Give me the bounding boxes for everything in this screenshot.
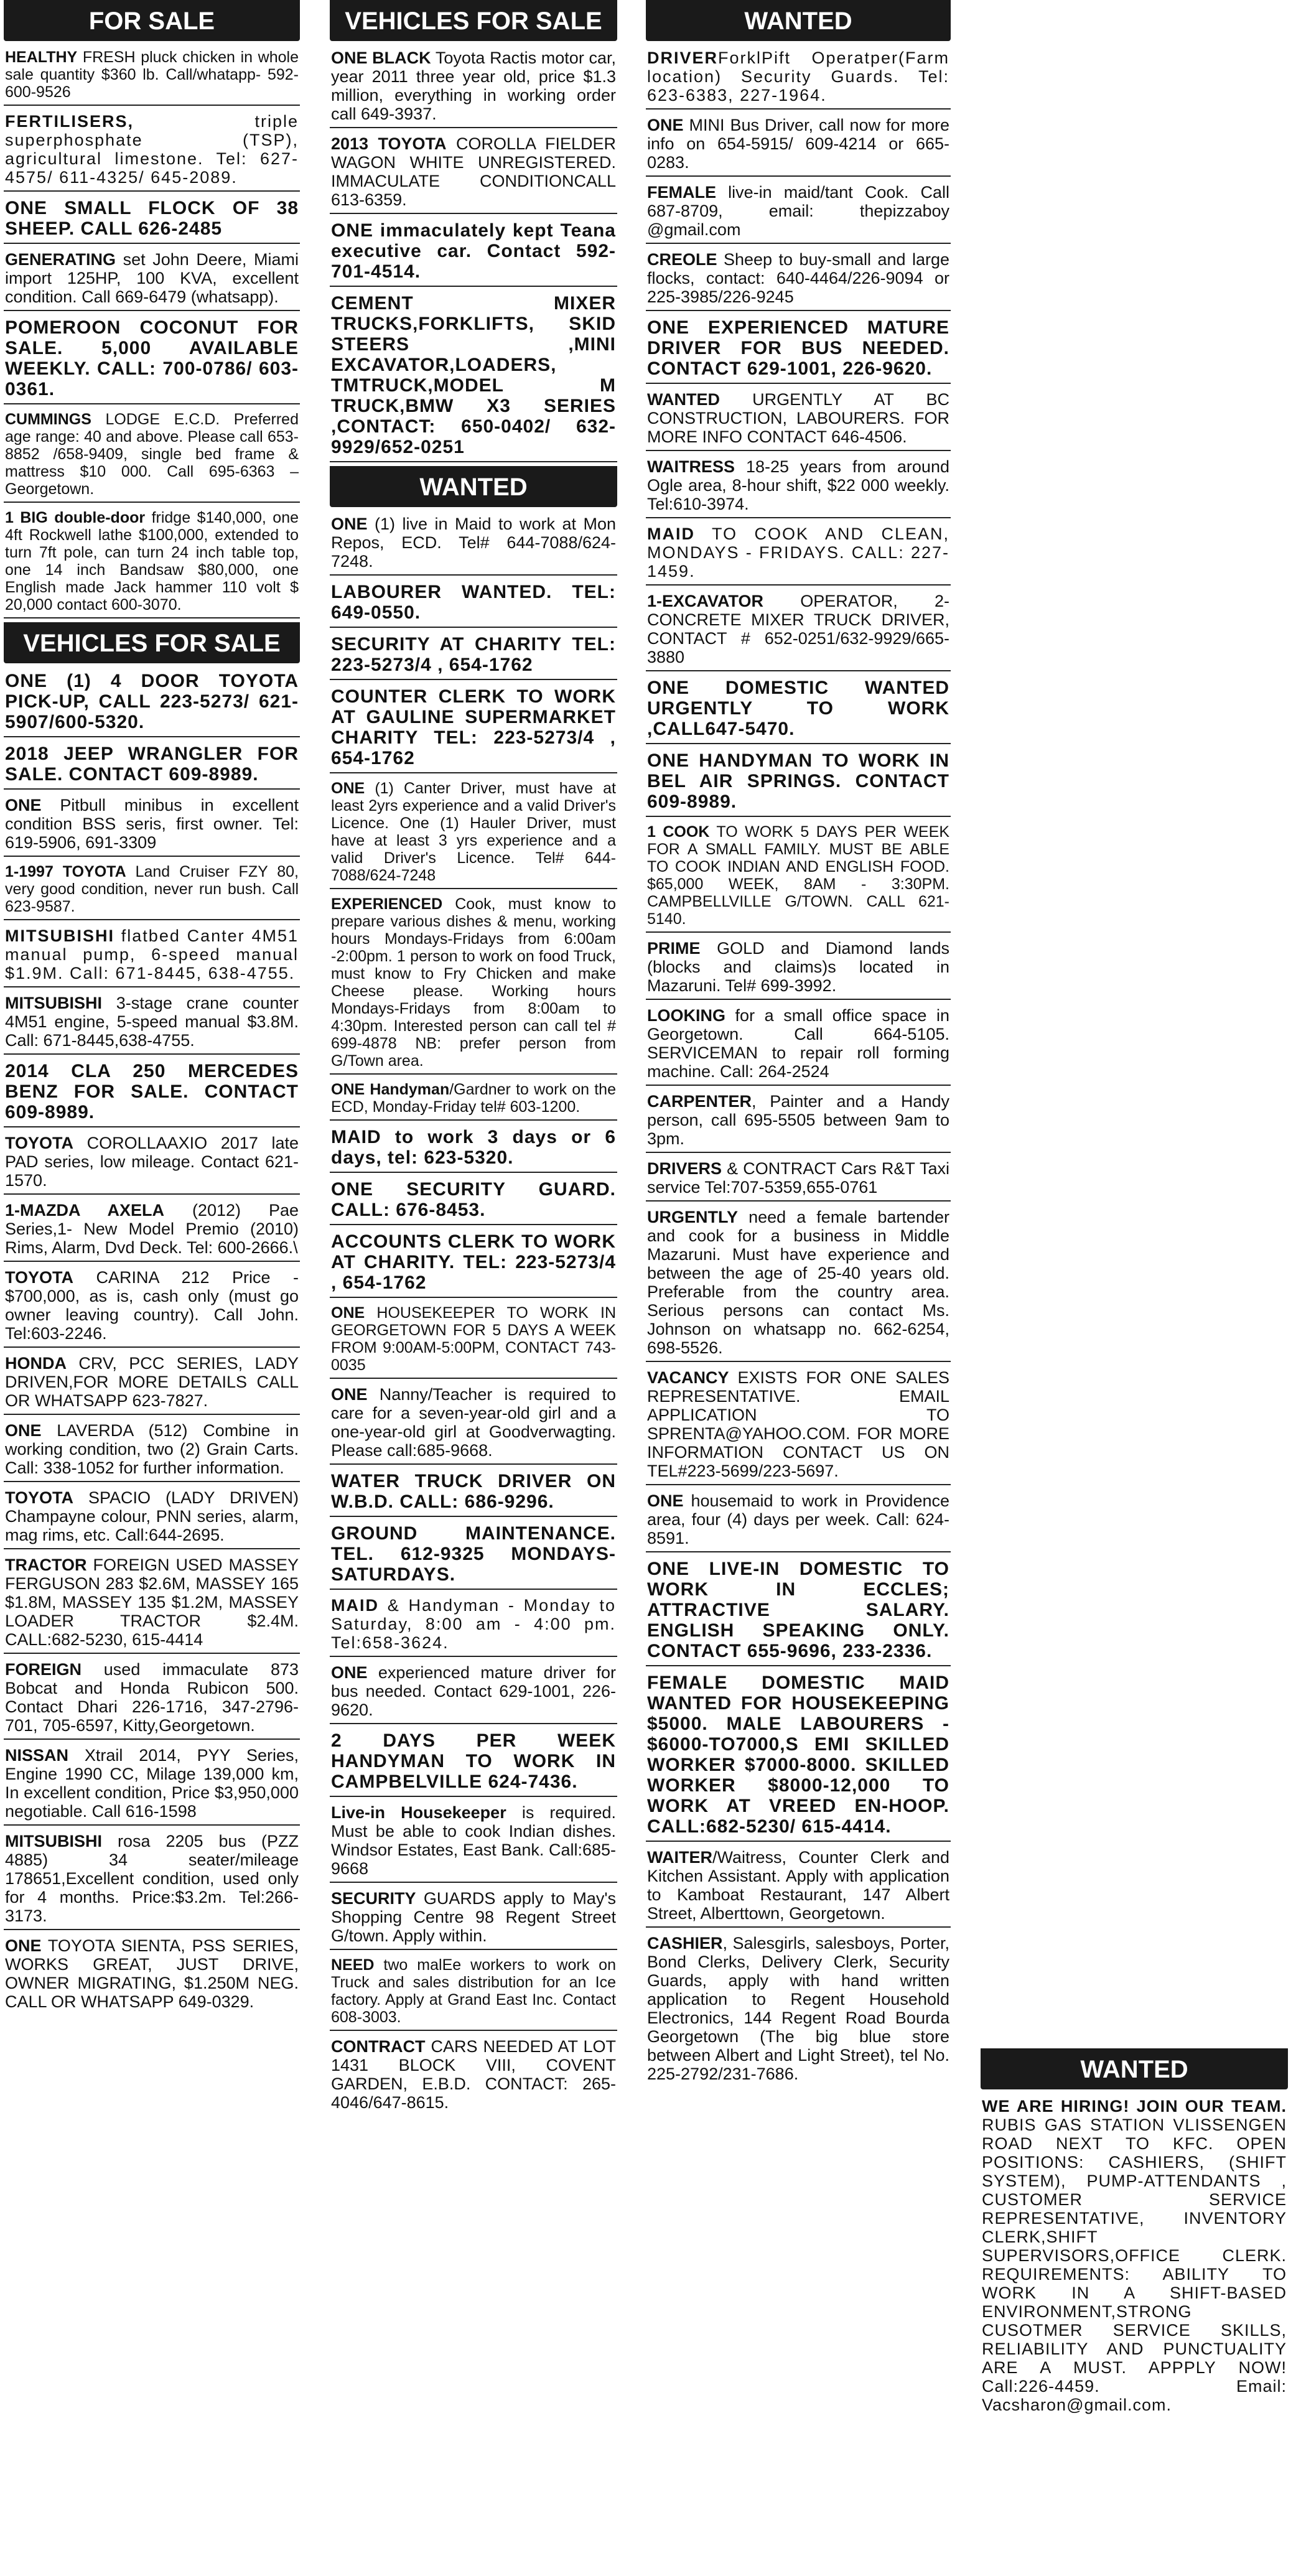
classified-ad (646, 315, 951, 384)
classified-ad (330, 1302, 617, 1379)
ad-lead: ONE (331, 1663, 368, 1682)
section-header-vehicles: VEHICLES FOR SALE (4, 622, 300, 663)
ad-lead: GROUND MAINTENANCE. TEL. 612-9325 MONDAYS-SATURDAYS. (331, 1523, 616, 1585)
ad-lead: FEMALE (647, 183, 716, 202)
ad-text: flatbed Canter 4M51 manual pump, 6-speed manual $1.9M. Call: 671-8445, 638-4755. (5, 926, 299, 982)
ad-text: , Salesgirls, salesboys, Porter, Bond Clerks, Delivery Clerk, Security Guards, apply with hand written application to Regent Household Electronics, 144 Regent Road Bourda Georgetown (The big blue store between Albert and Light Street), tel No. 225-2792/231-7686. (647, 1934, 949, 2083)
ad-lead: DRIVERS (647, 1159, 722, 1178)
section-header-wanted: WANTED (981, 2048, 1288, 2089)
ad-text: fridge $140,000, one 4ft Rockwell lathe $100,000, extended to turn 7ft pole, can turn 24 inch table top, one 14 inch Bandsaw $80,000, one English made Jack hammer 110 volt $ 20,000 contact 600-3070. (5, 509, 299, 614)
ad-text: (1) Canter Driver, must have at least 2yrs experience and a valid Driver's Licence. One (1) Hauler Driver, must have at least 3 yrs experience and a valid Driver's Licence. Tel# 644-7088/624-7248 (331, 780, 616, 884)
ad-lead: WAITER (647, 1848, 712, 1867)
ad-text: used immaculate 873 Bobcat and Honda Rubicon 500. Contact Dhari 226-1716, 347-2796-701, 705-6597, Kitty,Georgetown. (5, 1660, 299, 1735)
ad-lead: ONE (1) 4 DOOR TOYOTA PICK-UP, CALL 223-5273/ 621-5907/600-5320. (5, 671, 299, 732)
ad-lead: FERTILISERS, (5, 112, 134, 131)
classified-ad (4, 1351, 300, 1415)
ad-lead: 2 DAYS PER WEEK HANDYMAN TO WORK IN CAMPBELVILLE 624-7436. (331, 1730, 616, 1792)
ad-text: Pitbull minibus in excellent condition BSS seris, first owner. Tel: 619-5906, 691-3309 (5, 796, 299, 852)
ad-lead: TOYOTA (5, 1488, 74, 1507)
ad-lead: 2018 JEEP WRANGLER FOR SALE. CONTACT 609-8989. (5, 744, 299, 785)
ad-text: is required. Must be able to cook Indian dishes. Windsor Estates, East Bank. Call:685-9668 (331, 1803, 616, 1878)
classified-ad (646, 675, 951, 744)
ad-lead: SECURITY (331, 1889, 416, 1908)
ads-list (330, 512, 617, 2116)
classified-ad (646, 113, 951, 177)
section-header-vehicles: VEHICLES FOR SALE (330, 0, 617, 41)
ad-lead: ACCOUNTS CLERK TO WORK AT CHARITY. TEL: 223-5273/4 , 654-1762 (331, 1231, 616, 1293)
ad-text: Cook, must know to prepare various dishes & menu, working hours Mondays-Fridays from 6:00am -2:00pm. 1 person to work on food Truck, must know to Fry Chicken and make Cheese please. Working hours Mondays-Fridays from 8:00am to 4:30pm. Interested person can call tel # 699-4878 NB: prefer person from G/Town area. (331, 895, 616, 1070)
classified-ad (330, 132, 617, 214)
classified-ad (330, 46, 617, 128)
classified-ad (330, 1801, 617, 1883)
classified-ad (646, 1489, 951, 1552)
ad-text: Land Cruiser FZY 80, very good condition, never run bush. Call 623-9587. (5, 863, 299, 915)
ad-lead: CUMMINGS (5, 411, 91, 428)
ad-lead: MAID to work 3 days or 6 days, tel: 623-5320. (331, 1127, 616, 1168)
classified-ad (646, 388, 951, 451)
classified-ad (330, 1078, 617, 1121)
ad-text: /Gardner to work on the ECD, Monday-Friday tel# 603-1200. (331, 1081, 616, 1116)
ad-text: FRESH pluck chicken in whole sale quantity $360 lb. Call/whatapp- 592-600-9526 (5, 49, 299, 101)
ad-text: , Painter and a Handy person, call 695-5505 between 9am to 3pm. (647, 1092, 949, 1148)
classified-ad (330, 684, 617, 773)
ad-text: 3-stage crane counter 4M51 engine, 5-speed manual $3.8M. Call: 671-8445,638-4755. (5, 994, 299, 1050)
ad-lead: 1-EXCAVATOR (647, 592, 764, 610)
ad-text: COROLLAAXIO 2017 late PAD series, low mileage. Contact 621-1570. (5, 1134, 299, 1190)
ad-text: housemaid to work in Providence area, four (4) days per week. Call: 624-8591. (647, 1491, 949, 1547)
classified-ad (330, 512, 617, 576)
classified-ad (330, 1521, 617, 1590)
classified-ad (646, 821, 951, 933)
ad-lead: ONE (5, 1936, 42, 1955)
ad-text: Nanny/Teacher is required to care for a seven-year-old girl and a one-year-old girl at Goodverwagting. Please call:685-9668. (331, 1385, 616, 1460)
ad-text: FOREIGN USED MASSEY FERGUSON 283 $2.6M, MASSEY 165 $1.8M, MASSEY 135 $1.2M, MASSEY LOADER TRACTOR $2.4M. CALL:682-5230, 615-4414 (5, 1556, 299, 1649)
classified-ad (646, 1931, 951, 2087)
ad-lead: ONE DOMESTIC WANTED URGENTLY TO WORK ,CALL647-5470. (647, 678, 949, 739)
classified-ad (330, 777, 617, 889)
ad-lead: ONE SMALL FLOCK OF 38 SHEEP. CALL 626-2485 (5, 198, 299, 239)
ad-text: experienced mature driver for bus needed. Contact 629-1001, 226-9620. (331, 1663, 616, 1719)
classified-ad (4, 1486, 300, 1549)
ad-text: GUARDS apply to May's Shopping Centre 98 Regent Street G/town. Apply within. (331, 1889, 616, 1945)
ads-list (4, 46, 300, 618)
ad-text: CARS NEEDED AT LOT 1431 BLOCK VIII, COVENT GARDEN, E.B.D. CONTACT: 265-4046/647-8615. (331, 2037, 616, 2112)
ad-lead: WANTED (647, 390, 720, 409)
classified-ad (4, 991, 300, 1055)
ad-lead: ONE EXPERIENCED MATURE DRIVER FOR BUS NEEDED. CONTACT 629-1001, 226-9620. (647, 317, 949, 379)
classified-ad (646, 748, 951, 817)
ad-text: MINI Bus Driver, call now for more info on 654-5915/ 609-4214 or 665-0283. (647, 116, 949, 172)
ad-text: Toyota Ractis motor car, year 2011 three year old, price $1.3 million, everything in working order call 649-3937. (331, 49, 617, 123)
classified-ad (4, 924, 300, 987)
classified-ad (4, 1553, 300, 1654)
ad-text: ForklPift Operatper(Farm location) Security Guards. Tel: 623-6383, 227-1964. (647, 49, 949, 105)
ad-lead: POMEROON COCONUT FOR SALE. 5,000 AVAILABLE WEEKLY. CALL: 700-0786/ 603-0361. (5, 317, 299, 399)
ad-lead: ONE (647, 1491, 684, 1510)
classified-ad (330, 579, 617, 628)
ad-text: LAVERDA (512) Combine in working condition, two (2) Grain Carts. Call: 338-1052 for further information. (5, 1421, 299, 1477)
ad-lead: URGENTLY (647, 1208, 739, 1226)
ad-lead: HONDA (5, 1354, 67, 1373)
ad-lead: ONE Handyman (331, 1081, 450, 1098)
classified-ad (4, 1419, 300, 1482)
ad-lead: MAID (331, 1596, 379, 1615)
classified-ad (646, 1846, 951, 1928)
ad-lead: HEALTHY (5, 49, 78, 66)
section-header-wanted: WANTED (646, 0, 951, 41)
ad-lead: TRACTOR (5, 1556, 87, 1574)
ad-text: TO WORK 5 DAYS PER WEEK FOR A SMALL FAMILY. MUST BE ABLE TO COOK INDIAN AND ENGLISH FOOD. $65,000 WEEK, 8AM - 3:30PM. CAMPBELLVILLE G/TOWN. CALL 621-5140. (647, 823, 949, 928)
classified-ad (4, 1829, 300, 1930)
classified-ad (4, 195, 300, 244)
ad-lead: ONE (331, 1304, 365, 1322)
ad-lead: CEMENT MIXER TRUCKS,FORKLIFTS, SKID STEERS ,MINI EXCAVATOR,LOADERS, TMTRUCK,MODEL M TRUCK,BMW X3 SERIES ,CONTACT: 650-0402/ 632-9929/652-0251 (331, 293, 616, 457)
ad-lead: EXPERIENCED (331, 895, 443, 913)
ad-text: HOUSEKEEPER TO WORK IN GEORGETOWN FOR 5 DAYS A WEEK FROM 9:00AM-5:00PM, CONTACT 743-0035 (331, 1304, 616, 1374)
ad-text: two malEe workers to work on Truck and sales distribution for an Ice factory. Apply at Grand East Inc. Contact 608-3003. (331, 1956, 616, 2026)
ad-lead: MITSUBISHI (5, 1832, 103, 1850)
ad-text: Xtrail 2014, PYY Series, Engine 1990 CC, Milage 139,000 km, In excellent condition, Price $3,950,000 negotiable. Call 616-1598 (5, 1746, 299, 1821)
classified-ad (330, 632, 617, 680)
ad-lead: TOYOTA (5, 1134, 74, 1152)
ad-lead: ONE BLACK (331, 49, 431, 67)
ad-lead: TOYOTA (5, 1268, 74, 1287)
ad-lead: MITSUBISHI (5, 994, 103, 1012)
classified-ad (4, 793, 300, 857)
ads-list (4, 668, 300, 2015)
ad-lead: ONE (647, 116, 684, 134)
ad-lead: CREOLE (647, 250, 717, 269)
classified-ad (646, 1366, 951, 1485)
ad-text: COROLLA FIELDER WAGON WHITE UNREGISTERED. IMMACULATE CONDITIONCALL 613-6359. (331, 134, 616, 209)
ad-text: URGENTLY AT BC CONSTRUCTION, LABOURERS. FOR MORE INFO CONTACT 646-4506. (647, 390, 949, 446)
ad-lead: Live-in Housekeeper (331, 1803, 506, 1822)
classified-ad (330, 1468, 617, 1517)
ad-lead: 2014 CLA 250 MERCEDES BENZ FOR SALE. CONTACT 609-8989. (5, 1061, 299, 1122)
classified-ad (4, 110, 300, 192)
ad-text: TO COOK AND CLEAN, MONDAYS - FRIDAYS. CALL: 227-1459. (647, 525, 949, 581)
ad-lead: 2013 TOYOTA (331, 134, 447, 153)
classified-ad (646, 1090, 951, 1153)
ad-lead: 1-1997 TOYOTA (5, 863, 126, 880)
ad-text: for a small office space in Georgetown. Call 664-5105. SERVICEMAN to repair roll forming machine. Call: 264-2524 (647, 1006, 949, 1081)
classified-ad (330, 1177, 617, 1225)
classified-ad (330, 1661, 617, 1724)
classified-ad (4, 248, 300, 311)
ad-text: RUBIS GAS STATION VLISSENGEN ROAD NEXT TO KFC. OPEN POSITIONS: CASHIERS, (SHIFT SYSTEM), PUMP-ATTENDANTS , CUSTOMER SERVICE REPRESENTATIVE, INVENTORY CLERK,SHIFT SUPERVISORS,OFFICE CLERK. REQUIREMENTS: ABILITY TO WORK IN A SHIFT-BASED ENVIRONMENT,STRONG CUSOTMER SERVICE SKILLS, RELIABILITY AND PUNCTUALITY ARE A MUST. APPPLY NOW! Call:226-4459. Email: Vacsharon@gmail.com. (982, 2116, 1287, 2414)
classified-ad (646, 180, 951, 244)
classified-ad (646, 1205, 951, 1362)
ad-text: EXISTS FOR ONE SALES REPRESENTATIVE. EMAIL APPLICATION TO SPRENTA@YAHOO.COM. FOR MORE INFORMATION CONTACT US ON TEL#223-5699/223-5697. (647, 1368, 949, 1480)
classified-ad (646, 1157, 951, 1202)
ad-text: & CONTRACT Cars R&T Taxi service Tel:707-5359,655-0761 (647, 1159, 949, 1197)
ad-lead: NISSAN (5, 1746, 69, 1765)
ad-lead: MITSUBISHI (5, 926, 115, 945)
ad-lead: ONE (331, 780, 365, 797)
ad-lead: ONE (5, 796, 42, 814)
ad-lead: WAITRESS (647, 457, 735, 476)
classified-ad (330, 1887, 617, 1950)
ad-lead: 1 BIG double-door (5, 509, 146, 526)
ad-lead: SECURITY AT CHARITY TEL: 223-5273/4 , 654-1762 (331, 634, 616, 675)
ad-lead: ONE HANDYMAN TO WORK IN BEL AIR SPRINGS. CONTACT 609-8989. (647, 750, 949, 812)
ad-lead: MAID (647, 525, 695, 543)
ad-lead: LOOKING (647, 1006, 725, 1025)
ad-lead: ONE (5, 1421, 42, 1440)
classified-ad (646, 455, 951, 518)
classified-ad (330, 218, 617, 287)
ad-text: OPERATOR, 2- CONCRETE MIXER TRUCK DRIVER, CONTACT # 652-0251/632-9929/665-3880 (647, 592, 949, 666)
classified-ad (646, 1004, 951, 1086)
ad-lead: 1-MAZDA AXELA (5, 1201, 164, 1220)
ad-lead: 1 COOK (647, 823, 710, 841)
classified-ad (4, 506, 300, 618)
classified-ad (646, 936, 951, 1000)
classified-ad (4, 1658, 300, 1740)
ad-lead: GENERATING (5, 250, 116, 269)
classified-ad (646, 1670, 951, 1842)
ad-text: (2012) Pae Series,1- New Model Premio (2010) Rims, Alarm, Dvd Deck. Tel: 600-2666.\ (5, 1201, 299, 1257)
column-wanted (646, 0, 951, 2091)
ad-text: CARINA 212 Price - $700,000, as is, cash only (must go owner leaving country). Call John. Tel:603-2246. (5, 1268, 299, 1343)
ad-lead: ONE immaculately kept Teana executive car. Contact 592-701-4514. (331, 220, 616, 282)
ad-text: Sheep to buy-small and large flocks, contact: 640-4464/226-9094 or 225-3985/226-9245 (647, 250, 949, 306)
ad-text: SPACIO (LADY DRIVEN) Champayne colour, PNN series, alarm, mag rims, etc. Call:644-2695. (5, 1488, 299, 1544)
classified-ad (646, 589, 951, 671)
ad-lead: DRIVER (647, 49, 719, 67)
classified-ad (4, 668, 300, 737)
classified-ad (4, 1743, 300, 1826)
ad-text: & Handyman - Monday to Saturday, 8:00 am - 4:00 pm. Tel:658-3624. (331, 1596, 616, 1652)
ad-text: live-in maid/tant Cook. Call 687-8709, email: thepizzaboy @gmail.com (647, 183, 949, 239)
classified-ad (330, 291, 617, 462)
classified-ad (330, 893, 617, 1075)
column-for-sale (4, 0, 300, 2018)
ad-text: rosa 2205 bus (PZZ 4885) 34 seater/mileage 178651,Excellent condition, used only for 4 months. Price:$3.2m. Tel:266-3173. (5, 1832, 299, 1925)
ad-lead: PRIME (647, 939, 701, 958)
classified-ad (330, 1383, 617, 1465)
ad-lead: ONE LIVE-IN DOMESTIC TO WORK IN ECCLES; ATTRACTIVE SALARY. ENGLISH SPEAKING ONLY. CONTACT 655-9696, 233-2336. (647, 1559, 949, 1661)
ad-lead: LABOURER WANTED. TEL: 649-0550. (331, 582, 616, 623)
ad-text: LODGE E.C.D. Preferred age range: 40 and above. Please call 653-8852 /658-9409, single bed frame & mattress $10 000. Call 695-6363 – Georgetown. (5, 411, 299, 498)
classified-ad (330, 1594, 617, 1657)
ad-lead: FEMALE DOMESTIC MAID WANTED FOR HOUSEKEEPING $5000. MALE LABOURERS - $6000-TO7000,S EMI SKILLED WORKER $7000-8000. SKILLED WORKER $8000-12,000 TO WORK AT VREED EN-HOOP. CALL:682-5230/ 615-4414. (647, 1673, 949, 1837)
classified-ad (330, 1229, 617, 1298)
classified-ad (646, 248, 951, 311)
classified-ad (646, 1556, 951, 1666)
column-hiring (981, 2048, 1288, 2422)
ad-lead: WATER TRUCK DRIVER ON W.B.D. CALL: 686-9296. (331, 1471, 616, 1512)
ad-text: (1) live in Maid to work at Mon Repos, ECD. Tel# 644-7088/624-7248. (331, 515, 616, 571)
ad-lead: ONE SECURITY GUARD. CALL: 676-8453. (331, 1179, 616, 1220)
classified-ad (330, 1124, 617, 1173)
ad-text: need a female bartender and cook for a business in Middle Mazaruni. Must have experience and between the age of 25-40 years old. Preferable from the country area. Serious persons can contact Ms. Johnson on whatsapp no. 662-6254, 698-5526. (647, 1208, 949, 1357)
ad-lead: VACANCY (647, 1368, 729, 1387)
ads-list (646, 46, 951, 2087)
ad-text: TOYOTA SIENTA, PSS SERIES, WORKS GREAT, JUST DRIVE, OWNER MIGRATING, $1.250M NEG. CALL OR WHATSAPP 649-0329. (5, 1936, 299, 2011)
ad-text: triple superphosphate (TSP), agricultural limestone. Tel: 627-4575/ 611-4325/ 645-2089. (5, 112, 299, 187)
classified-ad (330, 2035, 617, 2116)
ad-lead: CASHIER (647, 1934, 723, 1953)
section-header-wanted: WANTED (330, 466, 617, 507)
classified-ad (4, 741, 300, 790)
classified-ad (4, 1131, 300, 1195)
classified-ad (4, 1058, 300, 1127)
ad-text: GOLD and Diamond lands (blocks and claims)s located in Mazaruni. Tel# 699-3992. (647, 939, 949, 995)
ad-lead: NEED (331, 1956, 375, 1974)
classified-ad (330, 1954, 617, 2031)
section-header-for-sale: FOR SALE (4, 0, 300, 41)
ad-lead: COUNTER CLERK TO WORK AT GAULINE SUPERMARKET CHARITY TEL: 223-5273/4 , 654-1762 (331, 686, 616, 768)
hiring-ad (981, 2094, 1288, 2418)
ad-text: set John Deere, Miami import 125HP, 100 KVA, excellent condition. Call 669-6479 (whatsapp). (5, 250, 299, 306)
classified-ad (646, 46, 951, 110)
ad-text: CRV, PCC SERIES, LADY DRIVEN,FOR MORE DETAILS CALL OR WHATSAPP 623-7827. (5, 1354, 299, 1410)
classified-ad (4, 1934, 300, 2015)
classified-ad (4, 315, 300, 404)
ads-list (330, 46, 617, 462)
ad-lead: ONE (331, 515, 368, 533)
classified-ad (4, 1198, 300, 1262)
classified-ad (646, 522, 951, 586)
classified-ad (4, 1266, 300, 1348)
ad-lead: ONE (331, 1385, 368, 1404)
ad-lead: CONTRACT (331, 2037, 426, 2056)
classified-ad (4, 861, 300, 920)
classified-ad (4, 46, 300, 106)
column-vehicles-wanted (330, 0, 617, 2119)
ad-text: 18-25 years from around Ogle area, 8-hour shift, $22 000 weekly. Tel:610-3974. (647, 457, 949, 513)
classified-ad (4, 408, 300, 503)
classified-ad (330, 1728, 617, 1797)
ad-text: /Waitress, Counter Clerk and Kitchen Assistant. Apply with application to Kamboat Restaurant, 147 Albert Street, Alberttown, Georgetown. (647, 1848, 949, 1923)
ad-lead: WE ARE HIRING! JOIN OUR TEAM. (982, 2097, 1287, 2116)
ad-lead: CARPENTER (647, 1092, 752, 1111)
ad-lead: FOREIGN (5, 1660, 82, 1679)
